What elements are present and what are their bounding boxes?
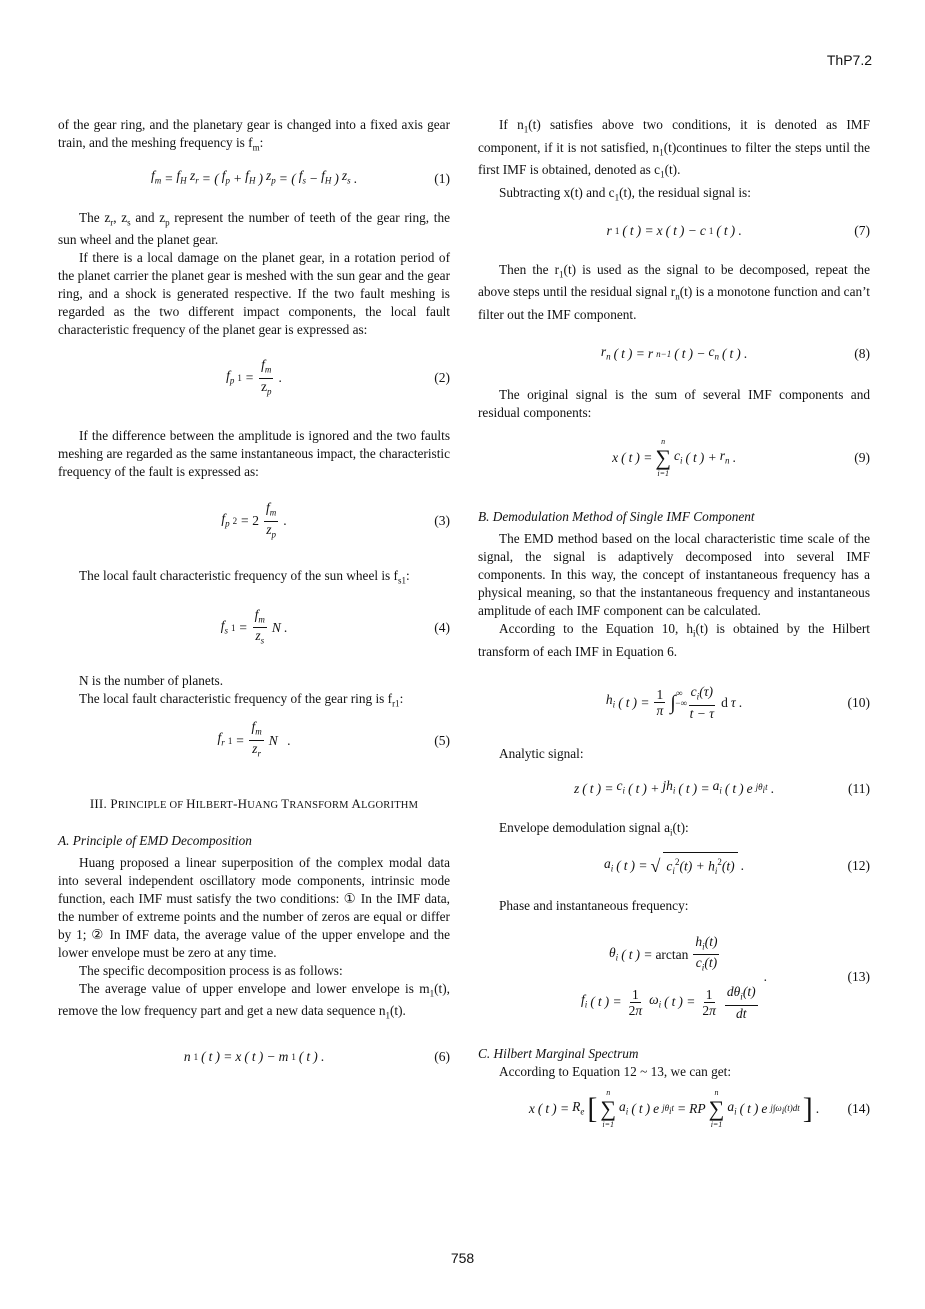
paragraph: Subtracting x(t) and $c_1(t)$, the residual signal is: (499, 184, 751, 203)
page-number: 758 (450, 1250, 475, 1266)
equation-3: $f_p$ 2 = 2 $\frac{f_m}{z_p}$ . (3) (221, 500, 450, 540)
paragraph: If there is a local damage on the planet gear, in a rotation period of the planet carrier the planet gear is meshed with the sun gear and the gear ring, and a shock is generated respective. If the two fault meshing is regarded as the two different impact components, the local fault characteristic frequency of the planet gear is expressed as: (58, 250, 450, 338)
equation-8: $r_n$ ( t ) = r n−1 ( t ) − $c_n$ ( t ) . (8) (600, 343, 870, 362)
paragraph: The average value of upper envelope and lower envelope is $m_1(t)$, remove the low frequency part and get a new data sequence $n_1(t)$. (58, 980, 450, 1021)
paragraph: The $z_r$, $z_s$ and $z_p$ represent the number of teeth of the gear ring, the sun wheel and the planet gear. (58, 209, 451, 248)
paragraph: According to the Equation 10, $h_i(t)$ is obtained by the Hilbert transform of each IMF in Equation 6. (478, 620, 870, 659)
equation-14: x ( t ) = $R_e$ [ n ∑ i=1 $a_i$ ( t ) e $j\theta_it$ = RP n ∑ i=1 $a_i$ ( t ) e $j\int\omega_i(t)dt$ ] . (14) (528, 1088, 870, 1130)
section-heading: III. PRINCIPLE OF HILBERT-HUANG TRANSFORM ALGORITHM (89, 795, 419, 811)
subsection-heading: C. Hilbert Marginal Spectrum (478, 1046, 639, 1062)
paragraph: If $n_1(t)$ satisfies above two conditions, it is denoted as IMF component, if it is not satisfied, $n_1(t)continues$ to filter the steps until the first IMF is obtained, denoted as $c_1(t)$. (478, 117, 870, 180)
paragraph: The local fault characteristic frequency of the sun wheel is $f_{s1}$: (79, 568, 410, 586)
paragraph: Phase and instantaneous frequency: (499, 898, 689, 914)
equation-6: n 1 ( t ) = x ( t ) − m 1 ( t ) . (6) (183, 1048, 450, 1064)
equation-9: x ( t ) = n ∑ i=1 $c_i$ ( t ) + $r_n$ . (9) (612, 436, 870, 478)
paragraph: Analytic signal: (499, 745, 584, 761)
equation-4: $f_s$ 1 = $\frac{f_m}{z_s}$ N . (4) (220, 606, 450, 647)
equation-11: z ( t ) = $c_i$ ( t ) + $jh_i$ ( t ) = $a_i$ ( t ) e $j\theta_it$ . (11) (574, 778, 870, 796)
left-column (58, 116, 450, 1089)
equation-2: $f_p$ 1 = $\frac{f_m}{z_p}$ . (2) (226, 357, 450, 397)
paragraph: of the gear ring, and the planetary gear is changed into a fixed axis gear train, and the meshing frequency is $f_m$: (58, 117, 450, 153)
paragraph: Then the $r_1(t)$ is used as the signal to be decomposed, repeat the above steps until the residual signal $r_n(t)$ is a monotone function and can’t filter out the IMF component. (478, 261, 870, 322)
paragraph: The EMD method based on the local characteristic time scale of the signal, the signal is adaptively decomposed into several IMF components. In this way, the concept of instantaneous frequency has a physical meaning, so that the instantaneous frequency and instantaneous amplitude of each IMF component can be calculated. (478, 530, 870, 618)
equation-5: $f_r$ 1 = $\frac{f_m}{z_r}$ N . (5) (217, 719, 450, 759)
paragraph: The original signal is the sum of several IMF components and residual components: (478, 386, 870, 420)
equation-7: r 1 ( t ) = x ( t ) − c 1 ( t ) . (7) (606, 222, 870, 238)
subsection-heading: A. Principle of EMD Decomposition (58, 832, 252, 848)
equation-12: $a_i$ ( t ) = √ $c_i^2(t) + h_i^2(t)$ . (12) (478, 841, 870, 891)
equation-10: $h_i$ ( t ) = $\frac{1}{\pi}$ ∫ −∞ ∞ $\frac{c_i(\tau)}{t - \tau}$ d τ . (10) (605, 684, 870, 721)
paragraph: The specific decomposition process is as follows: (79, 962, 343, 978)
paragraph: Envelope demodulation signal $a_i(t)$: (499, 819, 689, 838)
running-header: ThP7.2 (826, 52, 872, 68)
right-column (478, 116, 870, 1137)
subsection-heading: B. Demodulation Method of Single IMF Component (478, 508, 755, 524)
equation-13: $\theta_i$ ( t ) = arctan $\frac{h_i(t)}{c_i(t)}$ $f_i$ ( t ) = $\frac{1}{2\pi}$ $\omega_i$ ( t ) = $\frac{1}{2\pi}$ $\frac{d\theta_i(t)}{dt}$ . (13) (581, 933, 870, 1021)
paragraph: If the difference between the amplitude is ignored and the two faults meshing are regarded as the same instantaneous impact, the characteristic frequency of the fault is expressed as: (58, 428, 450, 480)
paragraph: Huang proposed a linear superposition of the complex modal data into several independent oscillatory mode components, intrinsic mode function, each IMF must satisfy the two conditions: ① In the IMF data, the number of extreme points and the number of zeros are equal or differ by 1; ② In IMF data, the average value of the upper envelope and the lower envelope must be zero at any time. (58, 854, 450, 960)
paragraph: The local fault characteristic frequency of the gear ring is $f_{r1}$: (79, 690, 404, 709)
paragraph: According to Equation 12 ~ 13, we can get: (499, 1064, 732, 1080)
equation-1: $f_m$ = $f_H$ $z_r$ = ( $f_p$ + $f_H$ ) $z_p$ = ( $f_s$ − $f_H$ ) $z_s$ . (1) (150, 168, 450, 186)
paragraph: N is the number of planets. (79, 672, 224, 688)
